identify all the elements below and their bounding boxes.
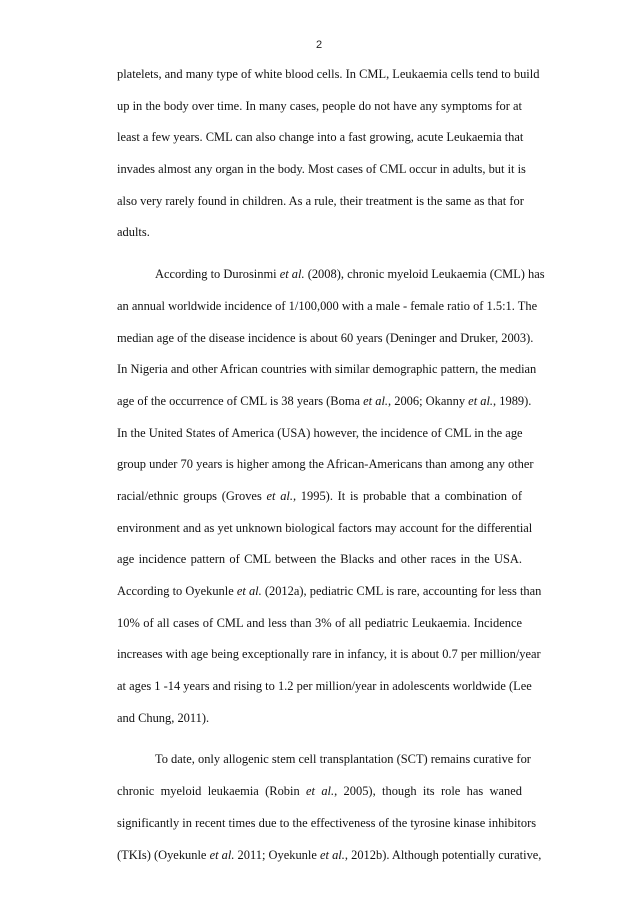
text-run: 2011; Oyekunle <box>234 847 320 862</box>
text-run: and Chung, 2011). <box>117 710 210 725</box>
body-text <box>117 59 545 871</box>
text-run: adults. <box>117 225 150 240</box>
text-run: increases with age being exceptionally rare in infancy, it is about 0.7 per million/year <box>117 647 541 662</box>
text-line <box>117 808 537 840</box>
text-line <box>117 259 545 291</box>
text-line <box>117 513 533 545</box>
text-run: (2012a), pediatric CML is rare, accounting for less than <box>261 584 542 598</box>
text-run: According to Durosinmi <box>155 267 280 282</box>
text-run: (TKIs) (Oyekunle <box>117 847 210 862</box>
text-run: In the United States of America (USA) however, the incidence of CML in the age <box>117 425 523 440</box>
italic-text: et al. <box>468 393 494 408</box>
text-run: , 2005), though its role has waned <box>334 784 522 799</box>
italic-text: et al. <box>209 847 235 862</box>
text-run: , 1989). <box>493 393 532 408</box>
italic-text: et al. <box>363 393 389 408</box>
text-line <box>117 840 542 872</box>
text-run: In Nigeria and other African countries with similar demographic pattern, the median <box>117 362 537 377</box>
text-run: chronic myeloid leukaemia (Robin <box>117 784 307 799</box>
text-run: age of the occurrence of CML is 38 years (Boma <box>117 393 364 408</box>
text-line <box>117 354 537 386</box>
text-run: group under 70 years is higher among the African-Americans than among any other <box>117 457 534 472</box>
text-line <box>117 608 522 640</box>
text-line <box>117 59 540 91</box>
paragraph <box>117 259 545 734</box>
text-run: median age of the disease incidence is about 60 years (Deninger and Druker, 2003). <box>117 330 534 345</box>
text-run: 10% of all cases of CML and less than 3% of all pediatric Leukaemia. Incidence <box>117 615 522 630</box>
paragraph <box>117 744 542 871</box>
text-line <box>117 122 522 154</box>
text-run: (2008), chronic myeloid Leukaemia (CML) has <box>304 267 545 282</box>
text-run: racial/ethnic groups (Groves <box>117 488 267 503</box>
italic-text: et al. <box>279 267 305 282</box>
text-run: , 2012b). Although potentially curative, <box>344 847 542 862</box>
text-line <box>117 481 522 513</box>
text-run: , 2006; Okanny <box>388 393 469 408</box>
text-run: least a few years. CML can also change into a fast growing, acute Leukaemia that <box>117 130 524 145</box>
text-line <box>117 418 522 450</box>
italic-text: et al. <box>236 584 262 598</box>
text-run: invades almost any organ in the body. Most cases of CML occur in adults, but it is <box>117 162 526 177</box>
paragraph-gap <box>117 249 522 259</box>
text-run: also very rarely found in children. As a rule, their treatment is the same as that for <box>117 193 524 208</box>
text-run: an annual worldwide incidence of 1/100,000 with a male - female ratio of 1.5:1. The <box>117 298 538 313</box>
text-run: at ages 1 -14 years and rising to 1.2 per million/year in adolescents worldwide (Lee <box>117 679 532 694</box>
paragraph <box>117 59 540 249</box>
text-line <box>117 776 522 808</box>
text-run: 1995). It is probable that a combination of <box>296 488 522 503</box>
text-line <box>117 576 542 608</box>
italic-text: et al., <box>266 488 297 503</box>
paragraph-gap <box>117 734 522 744</box>
text-line <box>117 291 538 323</box>
text-line <box>117 703 522 735</box>
text-run: significantly in recent times due to the effectiveness of the tyrosine kinase inhibitors <box>117 815 537 830</box>
text-run: environment and as yet unknown biological factors may account for the differential <box>117 520 533 535</box>
text-line <box>117 186 522 218</box>
text-line <box>117 671 532 703</box>
text-run: up in the body over time. In many cases, people do not have any symptoms for at <box>117 98 522 113</box>
italic-text: et al. <box>320 847 345 862</box>
text-line <box>117 449 534 481</box>
text-run: platelets, and many type of white blood cells. In CML, Leukaemia cells tend to build <box>117 67 540 81</box>
italic-text: et al. <box>306 784 335 799</box>
text-run: According to Oyekunle <box>117 584 237 598</box>
text-line <box>117 154 526 186</box>
text-line <box>117 639 541 671</box>
text-line <box>117 386 532 418</box>
text-run: To date, only allogenic stem cell transplantation (SCT) remains curative for <box>155 752 531 767</box>
text-line <box>117 744 531 776</box>
text-line <box>117 91 522 123</box>
text-line <box>117 544 522 576</box>
text-line <box>117 323 534 355</box>
text-line <box>117 217 522 249</box>
page-number: 2 <box>315 39 323 51</box>
text-run: age incidence pattern of CML between the Blacks and other races in the USA. <box>117 552 522 567</box>
